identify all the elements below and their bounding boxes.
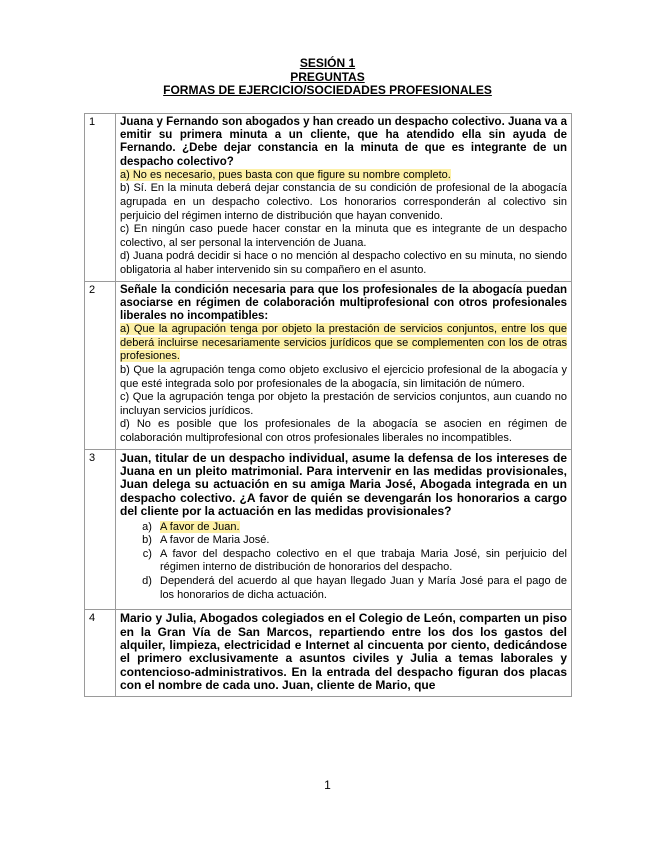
answer-option-d: d) Juana podrá decidir si hace o no mención al despacho colectivo en su minuta, no siendo obligatoria al haber intervenido sin su compañero en el asunto. — [120, 250, 567, 276]
highlighted-answer: a) Que la agrupación tenga por objeto la prestación de servicios conjuntos, entre los que deberá incluirse necesariamente servicios jurídicos que se complementen con los de otras profesiones. — [120, 323, 567, 363]
question-number: 1 — [85, 114, 116, 282]
question-stem: Juana y Fernando son abogados y han creado un despacho colectivo. Juana va a emitir su primera minuta a un cliente, que ha atendido ella sin ayuda de Fernando. ¿Debe dejar constancia en la minuta de que es integrante de un despacho colectivo? — [120, 116, 567, 168]
question-stem: Señale la condición necesaria para que los profesionales de la abogacía puedan asociarse en régimen de colaboración multiprofesional con otros profesionales liberales no incompatibles: — [120, 283, 567, 322]
question-body — [116, 449, 572, 610]
answer-option-b: b) Que la agrupación tenga como objeto exclusivo el ejercicio profesional de la abogacía y que esté integrada solo por profesionales de la abogacía, sin limitación de número. — [120, 363, 567, 390]
document-header — [0, 57, 655, 98]
highlighted-answer: A favor de Juan. — [160, 520, 240, 533]
answer-options-list — [120, 521, 567, 603]
question-body — [116, 610, 572, 696]
answer-option-c: c) Que la agrupación tenga por objeto la prestación de servicios conjuntos, aun cuando no incluyan servicios jurídicos. — [120, 391, 567, 417]
questions-table — [84, 113, 572, 697]
session-title: SESIÓN 1 — [299, 56, 356, 70]
answer-option-a — [120, 323, 567, 364]
question-row — [85, 610, 572, 696]
answer-option-b: b. A favor de Maria José. — [158, 534, 567, 548]
page-number: 1 — [324, 778, 331, 792]
question-number: 2 — [85, 281, 116, 449]
question-body — [116, 281, 572, 449]
question-number: 3 — [85, 449, 116, 610]
highlighted-answer: a) No es necesario, pues basta con que figure su nombre completo. — [120, 168, 451, 181]
answer-option-a — [158, 521, 567, 535]
answer-option-d: d) No es posible que los profesionales de la abogacía se asocien en régimen de colaboración multiprofesional con otros profesionales liberales no incompatibles. — [120, 418, 567, 444]
question-stem: Mario y Julia, Abogados colegiados en el Colegio de León, comparten un piso en la Gran Vía de San Marcos, repartiendo entre los dos los gastos del alquiler, limpieza, electricidad e Internet al cincuenta por ciento, dedicándose el primero exclusivamente a asuntos civiles y Julia a temas laborales y contencioso-administrativos. En la entrada del despacho figuran dos placas con el nombre de cada uno. Juan, cliente de Mario, que — [120, 611, 567, 693]
answer-option-b: b) Sí. En la minuta deberá dejar constancia de su condición de profesional de la abogacía agrupada en un despacho colectivo. Los honorarios corresponderán al colectivo sin perjuicio del régimen interno de distribución que hayan convenido. — [120, 182, 567, 222]
answer-option-c: c) En ningún caso puede hacer constar en la minuta que es integrante de un despacho colectivo, al ser personal la intervención de Juana. — [120, 223, 567, 249]
questions-subtitle: PREGUNTAS — [290, 69, 365, 84]
question-body — [116, 114, 572, 282]
question-row — [85, 114, 572, 282]
question-stem: Juan, titular de un despacho individual, asume la defensa de los intereses de Juana en un pleito matrimonial. Para intervenir en las medidas provisionales, Juan delega su actuación en su amiga Maria José, Abogada integrada en un despacho colectivo. ¿A favor de quién se devengarán los honorarios a cargo del cliente por la actuación en las medidas provisionales? — [120, 450, 567, 519]
answer-option-c: c. A favor del despacho colectivo en el que trabaja Maria José, sin perjuicio del régimen interno de distribución de honorarios del despacho. — [158, 548, 567, 575]
answer-option-d: d. Dependerá del acuerdo al que hayan llegado Juan y María José para el pago de los honorarios de dicha actuación. — [158, 575, 567, 602]
answer-option-a — [120, 169, 567, 183]
question-row — [85, 449, 572, 610]
question-number: 4 — [85, 610, 116, 696]
question-row — [85, 281, 572, 449]
topic-title: FORMAS DE EJERCICIO/SOCIEDADES PROFESIONALES — [163, 83, 492, 97]
